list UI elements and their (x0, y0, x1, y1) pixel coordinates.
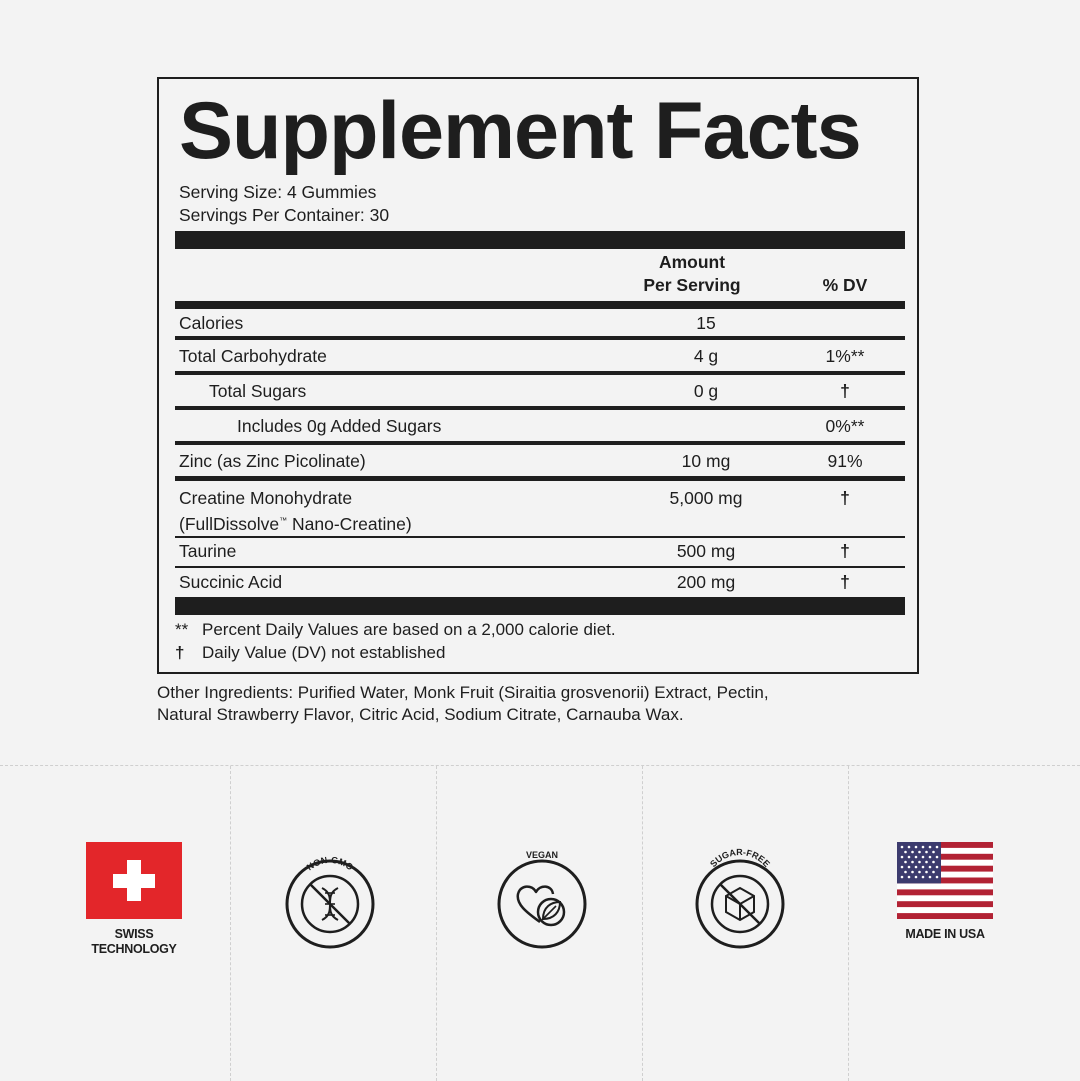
nutrient-amount: 10 mg (681, 451, 731, 471)
swiss-badge-caption (64, 927, 204, 957)
row-divider (175, 441, 905, 445)
heart-leaf-icon (518, 887, 564, 925)
footnote-daily-values (175, 619, 616, 641)
nutrient-name: Total Carbohydrate (179, 346, 327, 366)
badge-divider (436, 766, 437, 1081)
nutrient-amount: 4 g (693, 346, 719, 366)
nutrient-amount: 5,000 mg (669, 488, 743, 508)
trademark-symbol: ™ (279, 516, 288, 525)
sugar-cube-crossed-icon (712, 876, 768, 932)
amount-per-serving-header (631, 251, 753, 297)
other-ingredients-line1: Other Ingredients: Purified Water, Monk Fruit (Siraitia grosvenorii) Extract, Pectin, (157, 683, 769, 702)
nutrient-row-creatine (175, 487, 905, 533)
nutrient-dv: 91% (827, 451, 863, 471)
other-ingredients-line2: Natural Strawberry Flavor, Citric Acid, Sodium Citrate, Carnauba Wax. (157, 705, 684, 724)
footnote-text: Percent Daily Values are based on a 2,000 calorie diet. (202, 620, 616, 639)
badge-strip (0, 765, 1080, 1081)
footnote-mark: † (175, 643, 185, 662)
nutrient-amount: 0 g (693, 381, 719, 401)
amount-header-line1: Amount (658, 252, 726, 272)
nutrient-dv: 0%** (825, 416, 865, 436)
nutrient-name-line2 (179, 510, 412, 535)
row-divider-thick (175, 476, 905, 481)
sugar-free-label: SUGAR-FREE (708, 847, 772, 870)
footnote-text: Daily Value (DV) not established (202, 643, 446, 662)
swiss-caption-line1: SWISS (114, 927, 154, 941)
sugar-free-badge (690, 844, 790, 952)
badge-divider (848, 766, 849, 1081)
swiss-caption-line2: TECHNOLOGY (91, 942, 177, 956)
non-gmo-badge (280, 844, 380, 952)
badge-divider (230, 766, 231, 1081)
nutrient-dv: 1%** (825, 346, 865, 366)
nutrient-name: Calories (179, 313, 244, 333)
nutrient-name: Includes 0g Added Sugars (237, 416, 442, 436)
dna-crossed-icon (302, 876, 358, 932)
thick-divider-top (175, 231, 905, 249)
header-divider (175, 301, 905, 309)
row-divider (175, 336, 905, 340)
supplement-facts-panel (157, 77, 919, 674)
nutrient-name: Total Sugars (209, 381, 307, 401)
swiss-flag-icon (86, 842, 182, 919)
creatine-brand-suffix: Nano-Creatine) (287, 513, 412, 534)
panel-title: Supplement Facts (179, 86, 861, 176)
row-divider-thin (175, 566, 905, 568)
usa-badge-caption: MADE IN USA (905, 927, 985, 941)
nutrient-amount: 15 (696, 313, 716, 333)
nutrient-name: Taurine (179, 541, 237, 561)
serving-size: Serving Size: 4 Gummies (179, 182, 377, 202)
other-ingredients (157, 682, 917, 726)
nutrient-dv: † (840, 381, 850, 401)
nutrient-name: Succinic Acid (179, 572, 283, 592)
nutrient-name: Zinc (as Zinc Picolinate) (179, 451, 366, 471)
nutrient-amount: 500 mg (676, 541, 736, 561)
dv-header: % DV (822, 275, 868, 295)
amount-header-line2: Per Serving (643, 275, 741, 295)
badge-divider (642, 766, 643, 1081)
row-divider-thin (175, 536, 905, 538)
footnote-dv-not-established (175, 642, 445, 664)
row-divider (175, 371, 905, 375)
usa-flag-icon (897, 842, 993, 919)
nutrient-dv: † (840, 541, 850, 561)
vegan-badge (496, 844, 596, 952)
non-gmo-label: NON-GMO (304, 854, 356, 873)
creatine-brand: (FullDissolve (179, 513, 280, 534)
vegan-label: VEGAN (525, 850, 559, 860)
nutrient-amount: 200 mg (676, 572, 736, 592)
nutrient-name: Creatine Monohydrate (179, 488, 353, 508)
nutrient-dv: † (840, 488, 850, 508)
row-divider (175, 406, 905, 410)
servings-per-container: Servings Per Container: 30 (179, 205, 390, 225)
thick-divider-bottom (175, 597, 905, 615)
footnote-mark: ** (175, 620, 189, 639)
nutrient-dv: † (840, 572, 850, 592)
